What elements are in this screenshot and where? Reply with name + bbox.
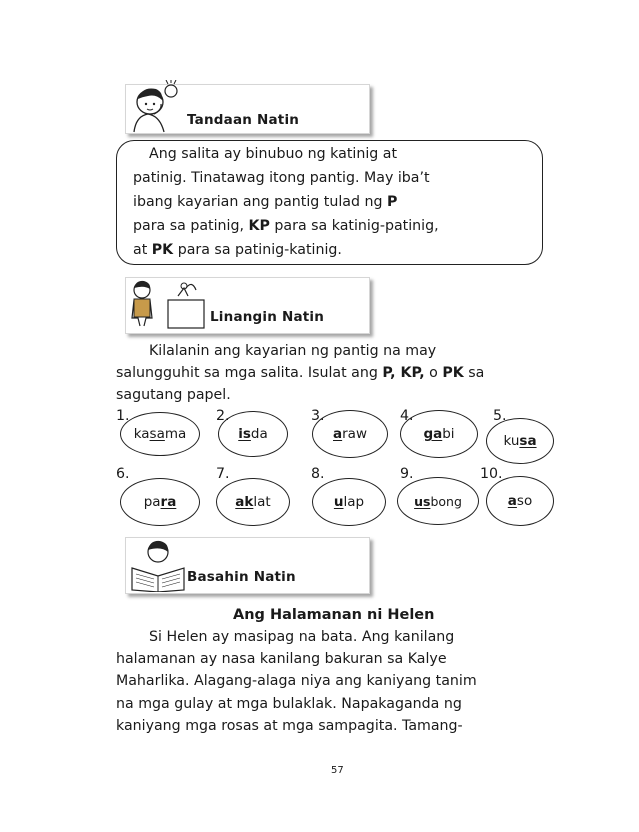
note-line-5 [133, 242, 342, 258]
item-number: 8. [311, 466, 325, 482]
word-underlined: ga [423, 426, 443, 442]
word-underlined: sa [149, 426, 165, 442]
story-line-2: halamanan ay nasa kanilang bakuran sa Kalye [116, 651, 447, 667]
item-number: 6. [116, 466, 130, 482]
note-text-4b: para sa katinig-patinig, [269, 218, 439, 234]
item-number: 10. [480, 466, 503, 482]
word-underlined: a [507, 493, 517, 509]
item-number: 5. [493, 408, 507, 424]
item-number: 2. [216, 408, 230, 424]
word-part: ma [164, 426, 187, 442]
tandaan-title: Tandaan Natin [187, 112, 300, 128]
word-underlined: ak [235, 494, 254, 510]
instructions-text-2: salungguhit sa mga salita. Isulat ang [116, 365, 383, 381]
story-line-1: Si Helen ay masipag na bata. Ang kanilang [149, 629, 455, 645]
note-kp-bold: KP [248, 218, 270, 234]
word-oval-aso [486, 476, 554, 526]
word-part: pa [143, 494, 161, 510]
word-part: so [516, 493, 533, 509]
story-title: Ang Halamanan ni Helen [233, 607, 435, 623]
word-part: bi [442, 426, 455, 442]
note-p-bold: P [387, 194, 398, 210]
word-underlined: us [414, 493, 431, 509]
story-line-3: Maharlika. Alagang-alaga niya ang kaniyang tanim [116, 673, 477, 689]
note-text-3: ibang kayarian ang pantig tulad ng [133, 194, 387, 210]
basahin-title: Basahin Natin [187, 569, 296, 585]
word-underlined: a [333, 426, 343, 442]
word-underlined: u [333, 494, 344, 510]
word-part: raw [342, 426, 367, 442]
word-oval-usbong [397, 477, 479, 525]
instructions-text-1: Kilalanin ang kayarian ng pantig na may [149, 343, 437, 359]
instructions-line-2 [116, 365, 484, 381]
note-line-1 [149, 146, 397, 162]
instructions-pk: PK [442, 365, 464, 381]
item-number: 7. [216, 466, 230, 482]
word-oval-kasama [120, 412, 200, 456]
instructions-or: o [424, 365, 443, 381]
instructions-line-3 [116, 387, 231, 403]
word-part: ka [133, 426, 150, 442]
word-oval-isda [218, 411, 288, 457]
instructions-sa: sa [463, 365, 485, 381]
word-oval-kusa [486, 418, 554, 464]
note-text-1: Ang salita ay binubuo ng katinig at [149, 146, 398, 162]
item-number: 4. [400, 408, 414, 424]
word-oval-aklat [216, 478, 290, 526]
thinking-child-icon [128, 80, 184, 134]
note-pk-bold: PK [151, 242, 174, 258]
note-line-2 [133, 170, 430, 186]
instructions-p-kp: P, KP, [382, 365, 425, 381]
note-text-5: at [133, 242, 152, 258]
item-number: 9. [400, 466, 414, 482]
instructions-text-3: sagutang papel. [116, 387, 231, 403]
reading-child-icon [128, 538, 188, 592]
word-oval-ulap [312, 478, 386, 526]
word-oval-gabi [400, 410, 478, 458]
item-number: 1. [116, 408, 130, 424]
word-part: lat [253, 494, 271, 510]
story-line-4: na mga gulay at mga bulaklak. Napakaganda ng [116, 696, 462, 712]
note-line-4 [133, 218, 439, 234]
note-text-5b: para sa patinig-katinig. [173, 242, 342, 258]
word-underlined: ra [160, 494, 177, 510]
word-part: da [250, 426, 268, 442]
item-number: 3. [311, 408, 325, 424]
story-line-5: kaniyang mga rosas at mga sampagita. Tamang- [116, 718, 463, 734]
word-part: bong [430, 493, 462, 509]
page-number: 57 [331, 765, 344, 776]
word-part: ku [503, 433, 520, 449]
child-at-desk-icon [128, 278, 208, 330]
linangin-title: Linangin Natin [210, 309, 325, 325]
word-part: lap [343, 494, 365, 510]
instructions-line-1 [149, 343, 436, 359]
note-line-3 [133, 194, 397, 210]
word-oval-para [120, 478, 200, 526]
note-text-2: patinig. Tinatawag itong pantig. May iba’t [133, 170, 430, 186]
note-text-4: para sa patinig, [133, 218, 249, 234]
word-underlined: is [238, 426, 251, 442]
word-oval-araw [312, 410, 388, 458]
word-underlined: sa [519, 433, 537, 449]
